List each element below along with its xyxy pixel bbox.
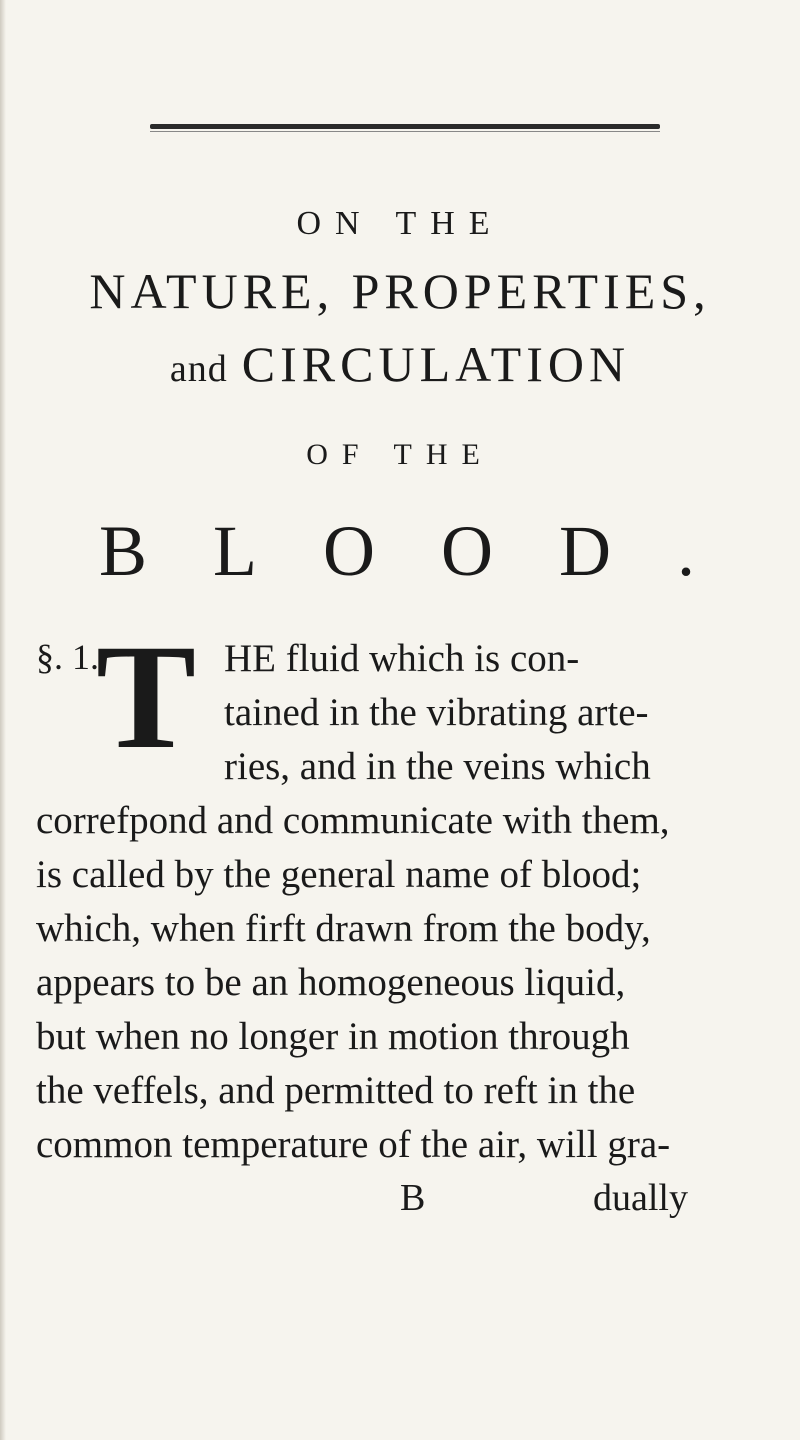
text-line: appears to be an homogeneous liquid,: [36, 961, 626, 1004]
top-rule: [150, 124, 660, 129]
heading-title-line2: [0, 335, 800, 393]
text-line: HE fluid which is con-: [224, 637, 580, 680]
signature-mark: B: [400, 1177, 426, 1219]
text-line: is called by the general name of blood;: [36, 853, 642, 896]
text-line: correfpond and communicate with them,: [36, 799, 670, 842]
text-line: ries, and in the veins which: [224, 745, 651, 788]
top-rule-thin: [150, 131, 660, 132]
section-mark: §. 1.: [36, 637, 99, 677]
heading-title-line1: NATURE, PROPERTIES,: [89, 263, 711, 319]
text-line: tained in the vibrating arte-: [224, 691, 649, 734]
catchword: dually: [593, 1177, 688, 1219]
text-line: common temperature of the air, will gra-: [36, 1123, 671, 1166]
text-line: which, when firft drawn from the body,: [36, 907, 651, 950]
heading-of-the: OF THE: [306, 438, 494, 471]
text-line: the veffels, and permitted to reft in the: [36, 1069, 636, 1112]
drop-cap: T: [96, 614, 197, 780]
heading-on-the: ON THE: [296, 205, 504, 242]
heading-circulation: CIRCULATION: [241, 336, 631, 392]
heading-and-word: and: [169, 348, 228, 390]
heading-blood: BLOOD.: [99, 511, 761, 591]
text-line: but when no longer in motion through: [36, 1015, 630, 1058]
